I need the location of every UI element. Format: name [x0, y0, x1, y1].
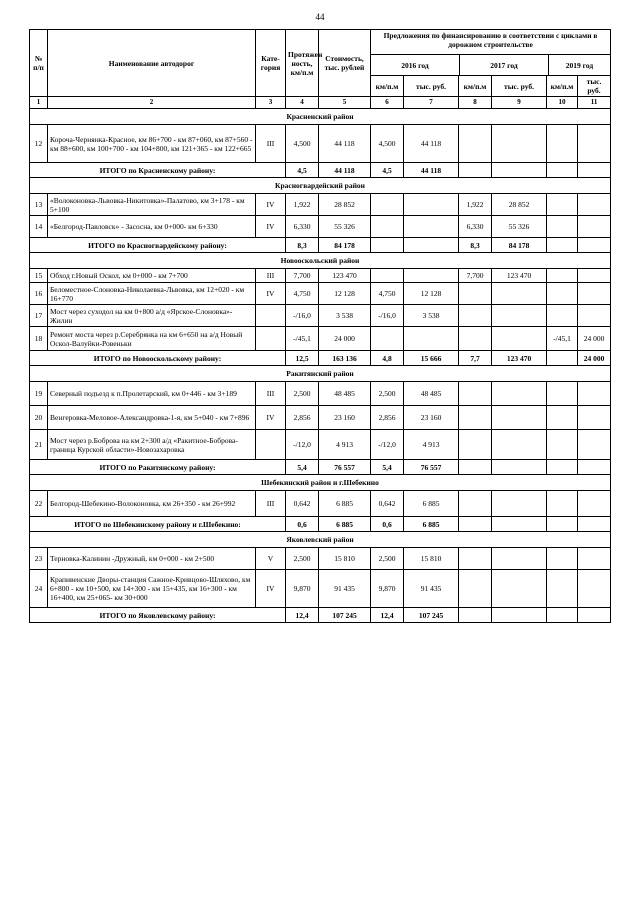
road-name: Мост через суходол на км 0+800 а/д «Ярское-Слоновка»-Жилин	[48, 305, 256, 327]
row-number: 15	[30, 269, 48, 283]
district-name: Яковлевский район	[30, 532, 611, 548]
total-cost: 107 245	[319, 608, 371, 623]
row-number: 18	[30, 327, 48, 351]
road-cost: 4 913	[319, 430, 371, 460]
total-c6: 5,4	[371, 460, 404, 475]
col-number: 11	[578, 97, 611, 109]
total-cost: 163 136	[319, 351, 371, 366]
district-header-row	[30, 253, 611, 269]
total-cost: 76 557	[319, 460, 371, 475]
road-category	[256, 327, 286, 351]
total-label: ИТОГО по Яковлевскому району:	[30, 608, 286, 623]
total-c9: 123 470	[492, 351, 547, 366]
road-name: «Волоконовка-Львовка-Никитовка»-Палатово, км 3+178 - км 5+100	[48, 194, 256, 216]
row-number: 22	[30, 491, 48, 517]
unit-km-2019: км/п.м	[547, 76, 578, 97]
fin-c10	[547, 570, 578, 608]
unit-rub-2019: тыс. руб.	[578, 76, 611, 97]
road-category: IV	[256, 406, 286, 430]
total-label: ИТОГО по Красногвардейскому району:	[30, 238, 286, 253]
col-number: 3	[256, 97, 286, 109]
fin-c10: -/45,1	[547, 327, 578, 351]
table-row	[30, 283, 611, 305]
district-header-row	[30, 366, 611, 382]
fin-c8	[459, 491, 492, 517]
row-number: 21	[30, 430, 48, 460]
fin-c11	[578, 570, 611, 608]
district-header-row	[30, 475, 611, 491]
road-length: 6,330	[286, 216, 319, 238]
total-c9: 84 178	[492, 238, 547, 253]
district-name: Новооскольский район	[30, 253, 611, 269]
road-name: Белгород-Шебекино-Волоконовка, км 26+350 - км 26+992	[48, 491, 256, 517]
district-name: Красногвардейский район	[30, 178, 611, 194]
table-row	[30, 194, 611, 216]
fin-c10	[547, 194, 578, 216]
road-length: -/45,1	[286, 327, 319, 351]
road-name: «Белгород-Павловск» - Засосна, км 0+000- км 6+330	[48, 216, 256, 238]
district-name: Красненский район	[30, 109, 611, 125]
road-cost: 48 485	[319, 382, 371, 406]
row-number: 23	[30, 548, 48, 570]
fin-c9	[492, 125, 547, 163]
row-number: 24	[30, 570, 48, 608]
fin-c8	[459, 548, 492, 570]
total-length: 4,5	[286, 163, 319, 178]
fin-c7	[404, 327, 459, 351]
road-cost: 23 160	[319, 406, 371, 430]
total-length: 12,4	[286, 608, 319, 623]
fin-c6: 2,500	[371, 382, 404, 406]
fin-c8	[459, 327, 492, 351]
total-label: ИТОГО по Красненскому району:	[30, 163, 286, 178]
fin-c10	[547, 548, 578, 570]
fin-c8	[459, 305, 492, 327]
road-cost: 55 326	[319, 216, 371, 238]
fin-c8: 7,700	[459, 269, 492, 283]
district-total-row	[30, 163, 611, 178]
table-row	[30, 382, 611, 406]
page-number: 44	[315, 12, 325, 22]
total-label: ИТОГО по Шебекинскому району и г.Шебекино:	[30, 517, 286, 532]
fin-c8: 6,330	[459, 216, 492, 238]
fin-c11	[578, 548, 611, 570]
total-c9	[492, 163, 547, 178]
col-number: 2	[48, 97, 256, 109]
total-cost: 84 178	[319, 238, 371, 253]
fin-c10	[547, 406, 578, 430]
road-cost: 123 470	[319, 269, 371, 283]
fin-c11	[578, 382, 611, 406]
total-length: 5,4	[286, 460, 319, 475]
district-total-row	[30, 608, 611, 623]
fin-c7: 3 538	[404, 305, 459, 327]
road-length: 1,922	[286, 194, 319, 216]
fin-c7: 4 913	[404, 430, 459, 460]
fin-c10	[547, 283, 578, 305]
fin-c9	[492, 283, 547, 305]
total-c10	[547, 238, 578, 253]
total-c7: 44 118	[404, 163, 459, 178]
fin-c7: 23 160	[404, 406, 459, 430]
row-number: 20	[30, 406, 48, 430]
district-total-row	[30, 238, 611, 253]
total-c10	[547, 517, 578, 532]
total-c10	[547, 163, 578, 178]
table-row	[30, 491, 611, 517]
fin-c11	[578, 406, 611, 430]
fin-c6: 2,500	[371, 548, 404, 570]
fin-c10	[547, 125, 578, 163]
header-years	[371, 54, 610, 75]
road-name: Короча-Чернянка-Красное, км 86+700 - км 87+060, км 87+560 - км 88+600, км 100+700 - км 104+800, км 121+365 - км 122+665	[48, 125, 256, 163]
table-row	[30, 430, 611, 460]
road-length: 4,500	[286, 125, 319, 163]
row-number: 19	[30, 382, 48, 406]
road-category: IV	[256, 194, 286, 216]
fin-c9	[492, 327, 547, 351]
road-name: Терновка-Калинин -Дружный, км 0+000 - км 2+500	[48, 548, 256, 570]
road-length: 2,500	[286, 382, 319, 406]
fin-c7	[404, 269, 459, 283]
fin-c9: 28 852	[492, 194, 547, 216]
table-row	[30, 406, 611, 430]
fin-c10	[547, 491, 578, 517]
total-length: 0,6	[286, 517, 319, 532]
fin-c9	[492, 406, 547, 430]
road-category: III	[256, 491, 286, 517]
fin-c11	[578, 125, 611, 163]
road-name: Венгеровка-Меловое-Александровка-1-я, км 5+040 - км 7+896	[48, 406, 256, 430]
total-c8: 7,7	[459, 351, 492, 366]
fin-c11	[578, 194, 611, 216]
fin-c6: 9,870	[371, 570, 404, 608]
road-name: Крапивенские Дворы-станция Сажное-Кривцово-Шляхово, км 6+800 - км 10+500, км 14+300 - км 15+435, км 16+300 - км 16+400, км 25+065- км 30+000	[48, 570, 256, 608]
fin-c7	[404, 216, 459, 238]
road-length: 2,500	[286, 548, 319, 570]
fin-c9	[492, 548, 547, 570]
table-row	[30, 216, 611, 238]
road-cost: 15 810	[319, 548, 371, 570]
col-number: 4	[286, 97, 319, 109]
column-numbers-row	[30, 97, 611, 109]
district-header-row	[30, 532, 611, 548]
total-cost: 44 118	[319, 163, 371, 178]
row-number: 16	[30, 283, 48, 305]
fin-c6: 4,500	[371, 125, 404, 163]
fin-c8	[459, 406, 492, 430]
row-number: 13	[30, 194, 48, 216]
col-number: 7	[404, 97, 459, 109]
road-name: Беломестное-Слоновка-Николаевка-Львовка, км 12+020 - км 16+770	[48, 283, 256, 305]
fin-c8: 1,922	[459, 194, 492, 216]
total-c11: 24 000	[578, 351, 611, 366]
fin-c8	[459, 430, 492, 460]
road-category	[256, 305, 286, 327]
total-label: ИТОГО по Новооскольскому району:	[30, 351, 286, 366]
table-row	[30, 327, 611, 351]
fin-c6: 4,750	[371, 283, 404, 305]
fin-c9	[492, 491, 547, 517]
unit-rub-2016: тыс. руб.	[404, 76, 459, 97]
total-c6: 4,5	[371, 163, 404, 178]
col-number: 10	[547, 97, 578, 109]
road-length: 4,750	[286, 283, 319, 305]
header-length: Протяжен ность, км/п.м	[286, 30, 319, 97]
total-c7: 107 245	[404, 608, 459, 623]
fin-c10	[547, 269, 578, 283]
col-number: 6	[371, 97, 404, 109]
road-name: Мост через р.Боброва на км 2+300 а/д «Ракитное-Боброва-граница Курской области»-Новозахаровка	[48, 430, 256, 460]
road-category: IV	[256, 283, 286, 305]
road-name: Обход г.Новый Оскол, км 0+000 - км 7+700	[48, 269, 256, 283]
fin-c6: 2,856	[371, 406, 404, 430]
fin-c7: 91 435	[404, 570, 459, 608]
fin-c11: 24 000	[578, 327, 611, 351]
fin-c7: 44 118	[404, 125, 459, 163]
total-c8: 8,3	[459, 238, 492, 253]
total-c7: 6 885	[404, 517, 459, 532]
road-cost: 12 128	[319, 283, 371, 305]
total-c11	[578, 163, 611, 178]
total-c8	[459, 460, 492, 475]
total-label: ИТОГО по Ракитянскому району:	[30, 460, 286, 475]
road-name: Северный подъезд к п.Пролетарский, км 0+446 - км 3+189	[48, 382, 256, 406]
fin-c10	[547, 382, 578, 406]
row-number: 12	[30, 125, 48, 163]
fin-c9	[492, 382, 547, 406]
total-c9	[492, 608, 547, 623]
header-proposals-text: Предложения по финансированию в соответствии с циклами в дорожном строительстве	[383, 31, 598, 49]
road-length: -/16,0	[286, 305, 319, 327]
col-number: 5	[319, 97, 371, 109]
road-category	[256, 430, 286, 460]
header-num: № п/п	[30, 30, 48, 97]
total-c7: 15 666	[404, 351, 459, 366]
col-number: 8	[459, 97, 492, 109]
road-length: -/12,0	[286, 430, 319, 460]
total-c8	[459, 163, 492, 178]
road-name: Ремонт моста через р.Серебрянка на км 6+650 на а/д Новый Оскол-Валуйки-Ровеньки	[48, 327, 256, 351]
table-row	[30, 570, 611, 608]
table-row	[30, 548, 611, 570]
road-cost: 3 538	[319, 305, 371, 327]
road-financing-table	[29, 29, 611, 623]
year-2017: 2017 год	[460, 55, 549, 75]
col-number: 9	[492, 97, 547, 109]
road-cost: 6 885	[319, 491, 371, 517]
fin-c7: 12 128	[404, 283, 459, 305]
fin-c11	[578, 269, 611, 283]
total-c11	[578, 238, 611, 253]
fin-c10	[547, 305, 578, 327]
fin-c8	[459, 382, 492, 406]
road-cost: 91 435	[319, 570, 371, 608]
total-c8	[459, 517, 492, 532]
district-total-row	[30, 517, 611, 532]
fin-c6	[371, 194, 404, 216]
row-number: 14	[30, 216, 48, 238]
total-c7	[404, 238, 459, 253]
fin-c9	[492, 305, 547, 327]
table-row	[30, 269, 611, 283]
road-cost: 24 000	[319, 327, 371, 351]
fin-c7: 15 810	[404, 548, 459, 570]
fin-c10	[547, 430, 578, 460]
total-c6	[371, 238, 404, 253]
fin-c9	[492, 430, 547, 460]
table-row	[30, 125, 611, 163]
fin-c9	[492, 570, 547, 608]
road-category: III	[256, 125, 286, 163]
total-c6: 4,8	[371, 351, 404, 366]
year-2016: 2016 год	[371, 55, 460, 75]
table-row	[30, 305, 611, 327]
fin-c11	[578, 305, 611, 327]
total-cost: 6 885	[319, 517, 371, 532]
row-number: 17	[30, 305, 48, 327]
total-c11	[578, 460, 611, 475]
header-proposals	[371, 30, 611, 76]
district-total-row	[30, 351, 611, 366]
fin-c11	[578, 216, 611, 238]
fin-c6	[371, 327, 404, 351]
road-length: 2,856	[286, 406, 319, 430]
total-c7: 76 557	[404, 460, 459, 475]
total-c11	[578, 517, 611, 532]
fin-c9: 55 326	[492, 216, 547, 238]
fin-c9: 123 470	[492, 269, 547, 283]
road-category: V	[256, 548, 286, 570]
total-c6: 12,4	[371, 608, 404, 623]
header-cost: Стоимость, тыс. рублей	[319, 30, 371, 97]
fin-c7: 6 885	[404, 491, 459, 517]
fin-c10	[547, 216, 578, 238]
total-length: 12,5	[286, 351, 319, 366]
road-length: 9,870	[286, 570, 319, 608]
road-cost: 44 118	[319, 125, 371, 163]
fin-c7	[404, 194, 459, 216]
table-body	[30, 109, 611, 623]
header-category: Кате-гория	[256, 30, 286, 97]
fin-c8	[459, 125, 492, 163]
road-category: IV	[256, 216, 286, 238]
district-name: Шебекинский район и г.Шебекино	[30, 475, 611, 491]
fin-c6: -/12,0	[371, 430, 404, 460]
road-length: 0,642	[286, 491, 319, 517]
road-length: 7,700	[286, 269, 319, 283]
total-c9	[492, 517, 547, 532]
road-category: IV	[256, 570, 286, 608]
year-2019: 2019 год	[565, 60, 594, 70]
road-cost: 28 852	[319, 194, 371, 216]
fin-c8	[459, 570, 492, 608]
total-c8	[459, 608, 492, 623]
district-total-row	[30, 460, 611, 475]
total-c9	[492, 460, 547, 475]
total-c10	[547, 460, 578, 475]
road-category: III	[256, 269, 286, 283]
fin-c6: -/16,0	[371, 305, 404, 327]
fin-c6	[371, 269, 404, 283]
unit-km-2016: км/п.м	[371, 76, 404, 97]
fin-c11	[578, 430, 611, 460]
total-length: 8,3	[286, 238, 319, 253]
fin-c6: 0,642	[371, 491, 404, 517]
total-c11	[578, 608, 611, 623]
district-name: Ракитянский район	[30, 366, 611, 382]
road-category: III	[256, 382, 286, 406]
total-c6: 0,6	[371, 517, 404, 532]
fin-c8	[459, 283, 492, 305]
header-name: Наименование автодорог	[48, 30, 256, 97]
district-header-row	[30, 109, 611, 125]
fin-c11	[578, 283, 611, 305]
unit-km-2017: км/п.м	[459, 76, 492, 97]
unit-rub-2017: тыс. руб.	[492, 76, 547, 97]
district-header-row	[30, 178, 611, 194]
col-number: 1	[30, 97, 48, 109]
fin-c6	[371, 216, 404, 238]
total-c10	[547, 351, 578, 366]
fin-c7: 48 485	[404, 382, 459, 406]
total-c10	[547, 608, 578, 623]
fin-c11	[578, 491, 611, 517]
